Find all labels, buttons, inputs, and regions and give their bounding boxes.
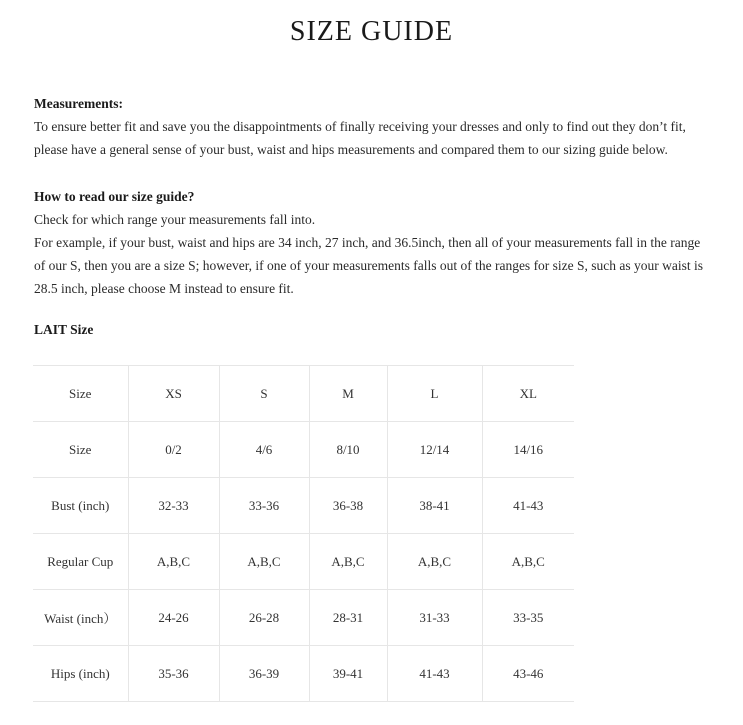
table-cell: 32-33 <box>128 478 219 534</box>
row-label: Bust (inch) <box>33 478 128 534</box>
table-cell: 12/14 <box>387 422 482 478</box>
table-cell: 8/10 <box>309 422 387 478</box>
table-cell: 26-28 <box>219 590 309 646</box>
table-row <box>33 534 574 590</box>
table-cell: 33-36 <box>219 478 309 534</box>
size-table <box>33 365 574 702</box>
measurements-heading: Measurements: <box>34 96 123 111</box>
table-row <box>33 478 574 534</box>
table-cell: 14/16 <box>482 422 574 478</box>
page-title: SIZE GUIDE <box>289 16 454 47</box>
table-cell: M <box>309 366 387 422</box>
table-cell: 31-33 <box>387 590 482 646</box>
table-cell: XS <box>128 366 219 422</box>
row-label: Size <box>33 366 128 422</box>
table-cell: A,B,C <box>482 534 574 590</box>
how-to-read-line-2: For example, if your bust, waist and hips are 34 inch, 27 inch, and 36.5inch, then all of your measurements fall in the range of our S, then you are a size S; however, if one of your measurements falls out of the ranges for size S, such as your waist is 28.5 inch, please choose M instead to ensure fit. <box>34 235 704 296</box>
row-label: Hips (inch) <box>33 646 128 702</box>
table-cell: 41-43 <box>482 478 574 534</box>
table-cell: A,B,C <box>219 534 309 590</box>
row-label: Size <box>33 422 128 478</box>
table-cell: S <box>219 366 309 422</box>
table-row <box>33 590 574 646</box>
table-title: LAIT Size <box>34 322 94 337</box>
table-cell: 43-46 <box>482 646 574 702</box>
row-label: Regular Cup <box>33 534 128 590</box>
row-label: Waist (inch） <box>33 590 128 646</box>
table-cell: 36-39 <box>219 646 309 702</box>
table-cell: 41-43 <box>387 646 482 702</box>
table-cell: 33-35 <box>482 590 574 646</box>
table-cell: 36-38 <box>309 478 387 534</box>
how-to-read-line-1: Check for which range your measurements fall into. <box>34 212 316 227</box>
table-cell: 35-36 <box>128 646 219 702</box>
table-row <box>33 422 574 478</box>
table-cell: A,B,C <box>309 534 387 590</box>
table-cell: A,B,C <box>128 534 219 590</box>
how-to-read-section <box>34 185 714 300</box>
table-cell: 28-31 <box>309 590 387 646</box>
table-cell: XL <box>482 366 574 422</box>
table-row <box>33 366 574 422</box>
table-cell: A,B,C <box>387 534 482 590</box>
table-cell: 39-41 <box>309 646 387 702</box>
table-cell: 24-26 <box>128 590 219 646</box>
table-row <box>33 646 574 702</box>
table-cell: L <box>387 366 482 422</box>
how-to-read-heading: How to read our size guide? <box>34 189 195 204</box>
table-cell: 38-41 <box>387 478 482 534</box>
measurements-text: To ensure better fit and save you the disappointments of finally receiving your dresses and only to find out they don’t fit, please have a general sense of your bust, waist and hips measurements and compared them to our sizing guide below. <box>34 119 686 157</box>
table-cell: 0/2 <box>128 422 219 478</box>
table-cell: 4/6 <box>219 422 309 478</box>
measurements-section <box>34 92 714 161</box>
